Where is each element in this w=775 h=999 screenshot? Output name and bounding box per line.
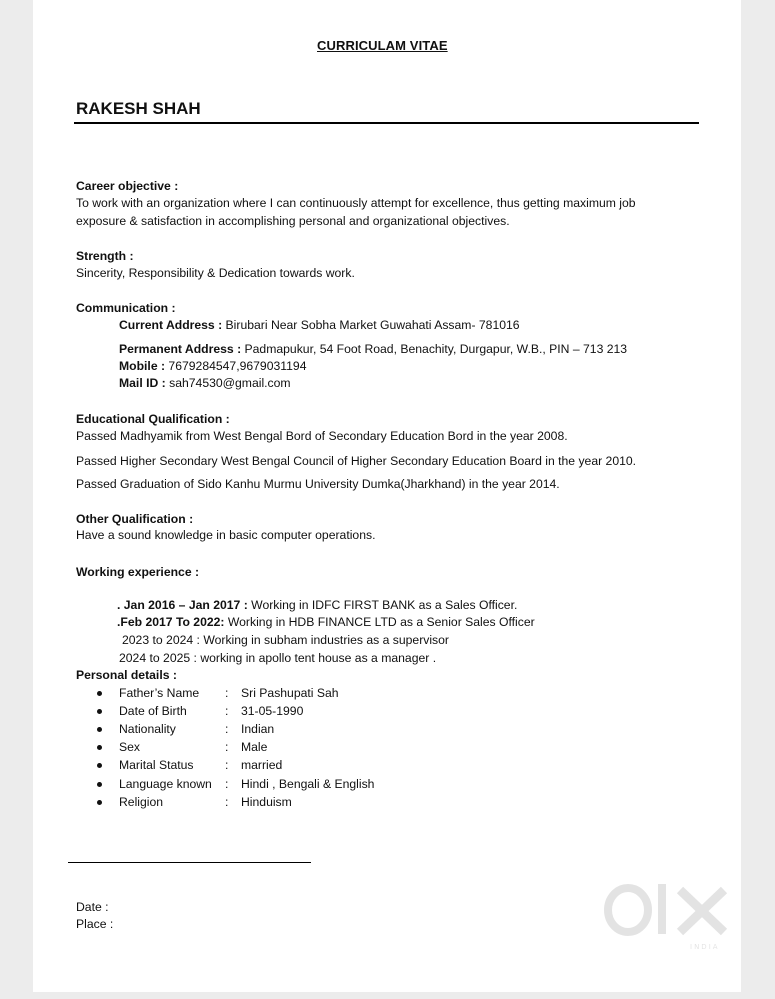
experience-item-2-period: .Feb 2017 To 2022: (117, 615, 225, 629)
personal-detail-value: Sri Pashupati Sah (241, 686, 339, 700)
personal-detail-separator: : (225, 740, 229, 754)
candidate-name: RAKESH SHAH (76, 99, 201, 118)
signature-line (68, 862, 311, 863)
olx-watermark-icon (600, 878, 750, 953)
career-heading: Career objective : (76, 179, 179, 193)
bullet-icon (97, 691, 102, 696)
name-underline (74, 122, 699, 124)
mobile (119, 358, 306, 375)
experience-item-2-text: Working in HDB FINANCE LTD as a Senior Sales Officer (224, 615, 535, 629)
education-item: Passed Graduation of Sido Kanhu Murmu University Dumka(Jharkhand) in the year 2014. (76, 477, 560, 491)
mail-id-label: Mail ID : (119, 376, 166, 390)
personal-detail-label: Religion (119, 795, 164, 809)
mail-id (119, 375, 291, 392)
watermark-sub: INDIA (690, 943, 720, 951)
date-label: Date : (76, 900, 109, 914)
bullet-icon (97, 745, 102, 750)
experience-heading: Working experience : (76, 565, 200, 579)
bullet-icon (97, 727, 102, 732)
personal-detail-separator: : (225, 722, 229, 736)
career-text-line-1: To work with an organization where I can continuously attempt for excellence, thus getting maximum job (76, 196, 636, 210)
personal-detail-value: Indian (241, 722, 275, 736)
current-address-label: Current Address : (119, 318, 223, 332)
place-label: Place : (76, 917, 114, 931)
experience-item-1-period: . Jan 2016 – Jan 2017 : (117, 598, 248, 612)
personal-details-heading: Personal details : (76, 668, 177, 682)
permanent-address-value: Padmapukur, 54 Foot Road, Benachity, Durgapur, W.B., PIN – 713 213 (241, 342, 628, 356)
strength-text: Sincerity, Responsibility & Dedication towards work. (76, 266, 355, 280)
personal-detail-separator: : (225, 777, 229, 791)
permanent-address-label: Permanent Address : (119, 342, 242, 356)
personal-detail-label: Marital Status (119, 758, 194, 772)
personal-detail-separator: : (225, 795, 229, 809)
bullet-icon (97, 709, 102, 714)
document-page (33, 0, 741, 992)
mobile-value: 7679284547,9679031194 (165, 359, 307, 373)
current-address-value: Birubari Near Sobha Market Guwahati Assam- 781016 (222, 318, 520, 332)
personal-detail-separator: : (225, 704, 229, 718)
mail-id-value: sah74530@gmail.com (165, 376, 291, 390)
bullet-icon (97, 800, 102, 805)
personal-detail-value: Male (241, 740, 268, 754)
bullet-icon (97, 782, 102, 787)
education-heading: Educational Qualification : (76, 412, 230, 426)
experience-item-2 (117, 614, 535, 631)
other-qualification-heading: Other Qualification : (76, 512, 194, 526)
experience-item-3: 2023 to 2024 : Working in subham industries as a supervisor (122, 633, 449, 647)
communication-heading: Communication : (76, 301, 176, 315)
personal-detail-value: 31-05-1990 (241, 704, 304, 718)
personal-detail-label: Language known (119, 777, 212, 791)
education-item: Passed Madhyamik from West Bengal Bord of Secondary Education Bord in the year 2008. (76, 429, 568, 443)
strength-heading: Strength : (76, 249, 134, 263)
education-item: Passed Higher Secondary West Bengal Council of Higher Secondary Education Board in the year 2010. (76, 454, 637, 468)
personal-detail-label: Sex (119, 740, 141, 754)
personal-detail-value: married (241, 758, 283, 772)
experience-item-1-text: Working in IDFC FIRST BANK as a Sales Officer. (247, 598, 518, 612)
career-text-line-2: exposure & satisfaction in accomplishing personal and organizational objectives. (76, 214, 510, 228)
current-address (119, 317, 520, 334)
personal-detail-label: Date of Birth (119, 704, 187, 718)
bullet-icon (97, 763, 102, 768)
mobile-label: Mobile : (119, 359, 166, 373)
personal-detail-label: Father’s Name (119, 686, 200, 700)
personal-detail-separator: : (225, 758, 229, 772)
olx-logo-icon (600, 878, 750, 953)
personal-detail-separator: : (225, 686, 229, 700)
personal-detail-value: Hindi , Bengali & English (241, 777, 375, 791)
other-qualification-text: Have a sound knowledge in basic computer operations. (76, 528, 376, 542)
personal-detail-label: Nationality (119, 722, 176, 736)
experience-item-4: 2024 to 2025 : working in apollo tent house as a manager . (119, 651, 437, 665)
personal-detail-value: Hinduism (241, 795, 292, 809)
experience-item-1 (117, 597, 517, 614)
document-title: CURRICULAM VITAE (317, 38, 448, 53)
permanent-address (119, 341, 627, 358)
